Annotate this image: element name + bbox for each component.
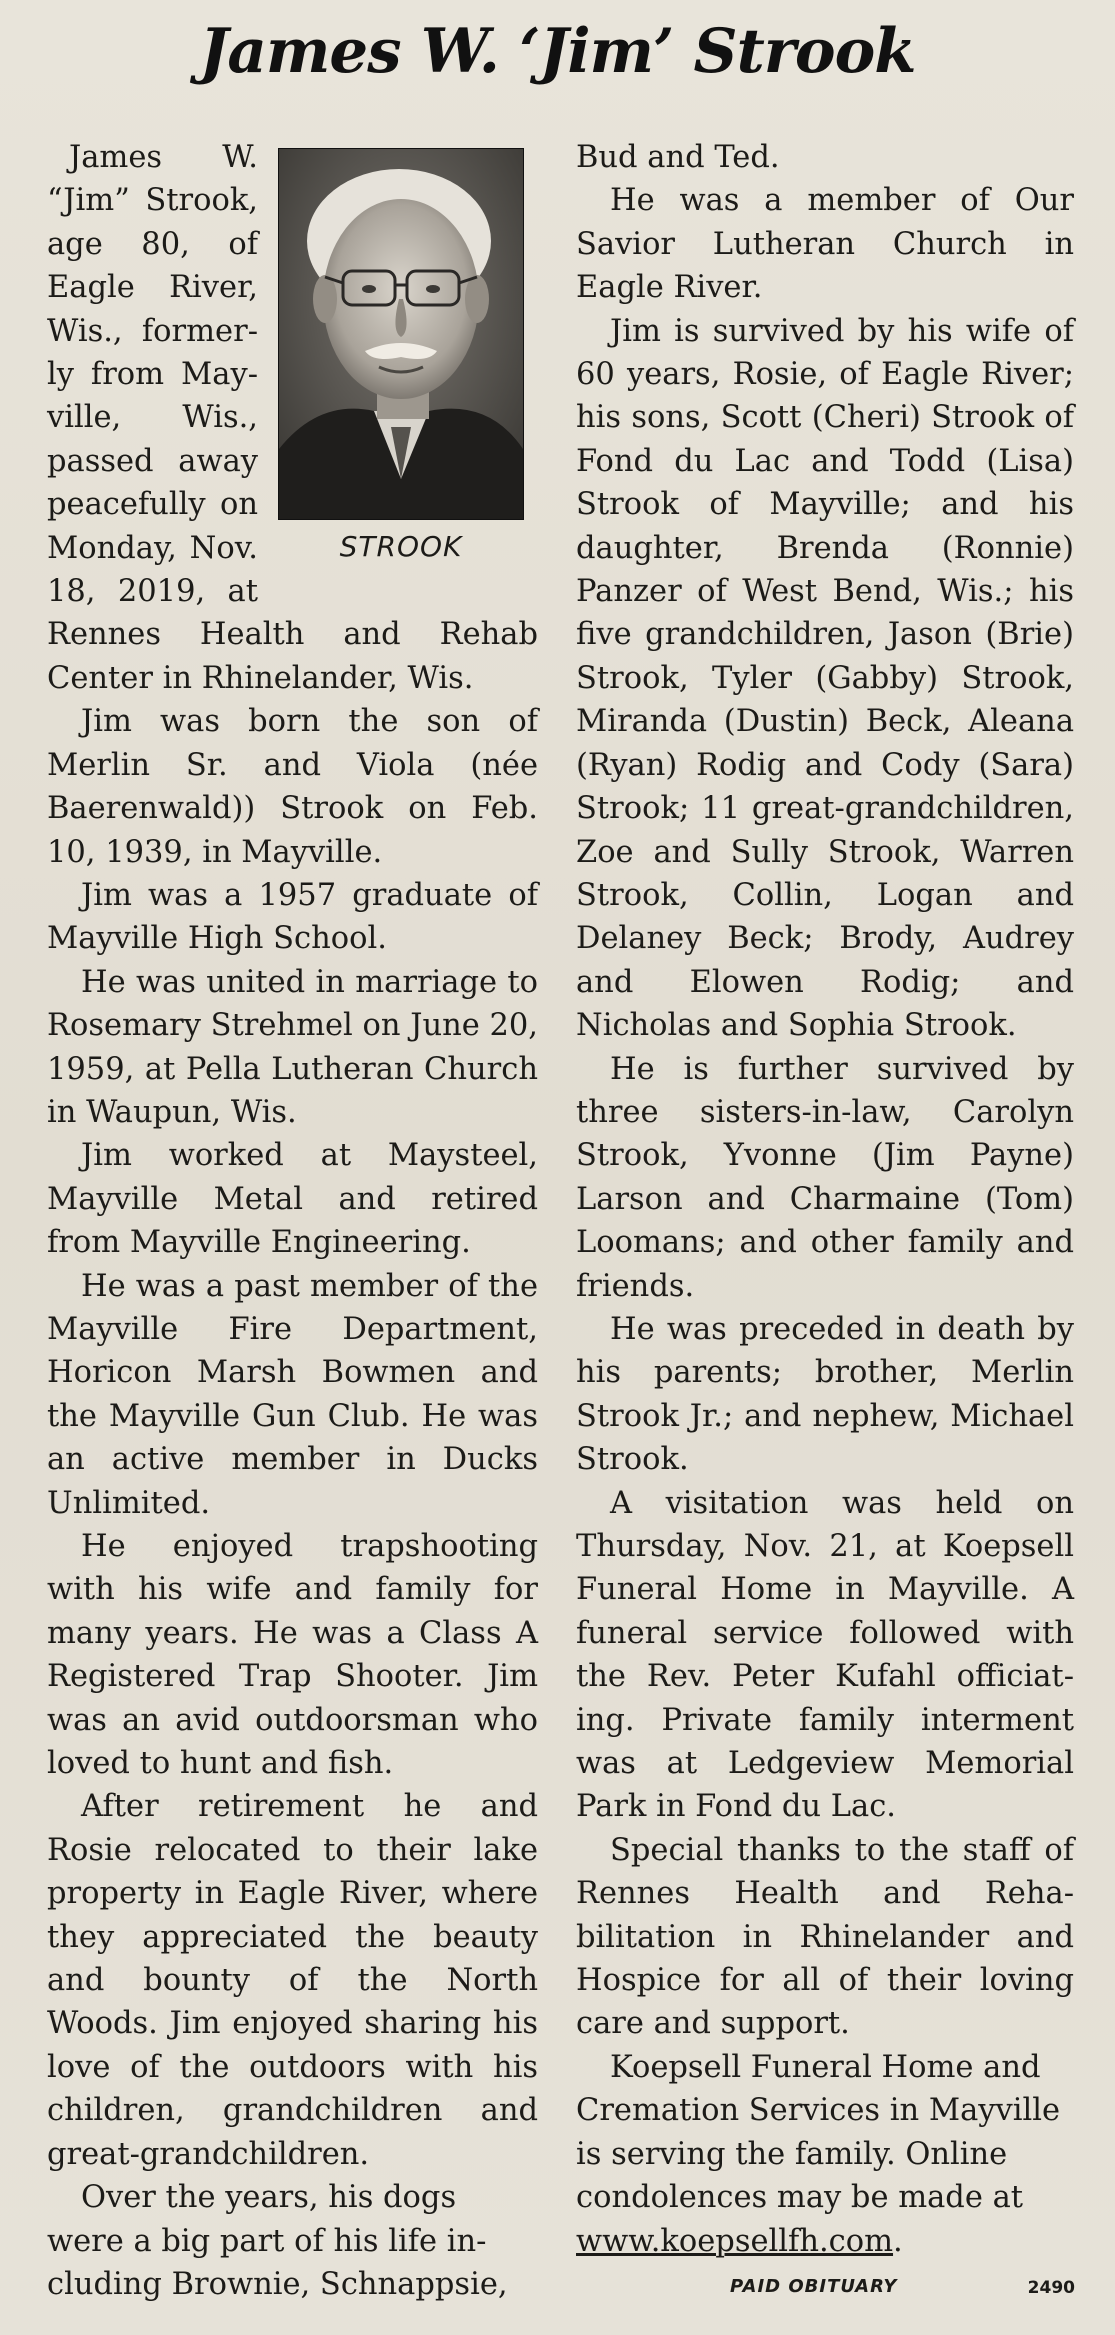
portrait-image: [279, 149, 523, 519]
condolence-text: Koepsell Funeral Home and Cremation Services in Mayville is serving the family. Online condolences may be made at: [576, 2049, 1061, 2216]
photo-caption: STROOK: [339, 530, 463, 563]
left-paragraph-6: He was a past member of the Mayville Fire Department, Horicon Marsh Bowmen and the Mayville Gun Club. He was an active member in Ducks Unlimited.: [47, 1268, 538, 1521]
left-paragraph-5: Jim worked at Maysteel, Mayville Metal and retired from Mayville Engineering.: [47, 1138, 538, 1261]
right-paragraph-4: He is further survived by three sisters-in-law, Carolyn Strook, Yvonne (Jim Payne) Larson and Charmaine (Tom) Loomans; and other family and friends.: [576, 1051, 1074, 1304]
obituary-footer: [730, 2270, 1075, 2310]
ad-number: 2490: [1027, 2278, 1075, 2298]
left-paragraph-1: James W. “Jim” Strook, age 80, of Eagle River, Wis., formerly from Mayville, Wis., passed away peacefully on Monday, Nov. 18, 2019, at Rennes Health and Rehab Center in Rhinelander, Wis.: [47, 140, 538, 696]
paid-obituary-label: PAID OBITUARY: [730, 2276, 898, 2297]
right-paragraph-8: [576, 2046, 1074, 2263]
funeral-home-link[interactable]: www.koepsellfh.com: [576, 2223, 894, 2259]
left-paragraph-4: He was united in marriage to Rosemary Strehmel on June 20, 1959, at Pella Lutheran Church in Waupun, Wis.: [47, 964, 538, 1130]
photo-block: [270, 136, 538, 572]
left-column: [47, 136, 538, 2306]
right-paragraph-3: Jim is survived by his wife of 60 years, Rosie, of Eagle River; his sons, Scott (Cheri) Strook of Fond du Lac and Todd (Lisa) Strook of Mayville; and his daughter, Brenda (Ronnie) Panzer of West Bend, Wis.; his five grandchildren, Jason (Brie) Strook, Tyler (Gabby) Strook, Miranda (Dustin) Beck, Aleana (Ryan) Rodig and Cody (Sara) Strook; 11 great-grandchildren, Zoe and Sully Strook, Warren Strook, Collin, Logan and Delaney Beck; Brody, Audrey and Elowen Rodig; and Nicholas and Sophia Strook.: [576, 313, 1074, 1044]
left-paragraph-9: Over the years, his dogs were a big part of his life including Brownie, Schnappsie,: [47, 2180, 508, 2302]
obituary-headline: James W. ‘Jim’ Strook: [199, 16, 916, 87]
right-paragraph-6: A visitation was held on Thursday, Nov. 21, at Koepsell Funeral Home in Mayville. A funeral service followed with the Rev. Peter Kufahl officiating. Private family interment was at Ledgeview Memorial Park in Fond du Lac.: [576, 1485, 1074, 1825]
right-paragraph-5: He was preceded in death by his parents; brother, Merlin Strook Jr.; and nephew, Michael Strook.: [576, 1311, 1074, 1478]
right-paragraph-7: Special thanks to the staff of Rennes Health and Rehabilitation in Rhinelander and Hospice for all of their loving care and support.: [576, 1832, 1074, 2042]
left-paragraph-8: After retirement he and Rosie relocated to their lake property in Eagle River, where they appreciated the beauty and bounty of the North Woods. Jim enjoyed sharing his love of the outdoors with his children, grandchildren and great-grandchildren.: [47, 1789, 538, 2172]
portrait-photo: [278, 148, 524, 520]
right-paragraph-1: Bud and Ted.: [576, 140, 780, 175]
left-paragraph-3: Jim was a 1957 graduate of Mayville High School.: [47, 877, 538, 957]
left-paragraph-7: He enjoyed trapshooting with his wife and family for many years. He was a Class A Registered Trap Shooter. Jim was an avid outdoorsman who loved to hunt and fish.: [47, 1529, 538, 1782]
right-column: [576, 136, 1074, 2263]
condolence-period: .: [893, 2223, 903, 2259]
left-paragraph-2: Jim was born the son of Merlin Sr. and Viola (née Baerenwald)) Strook on Feb. 10, 1939, in Mayville.: [47, 704, 538, 870]
right-paragraph-2: He was a member of Our Savior Lutheran Church in Eagle River.: [576, 183, 1074, 306]
